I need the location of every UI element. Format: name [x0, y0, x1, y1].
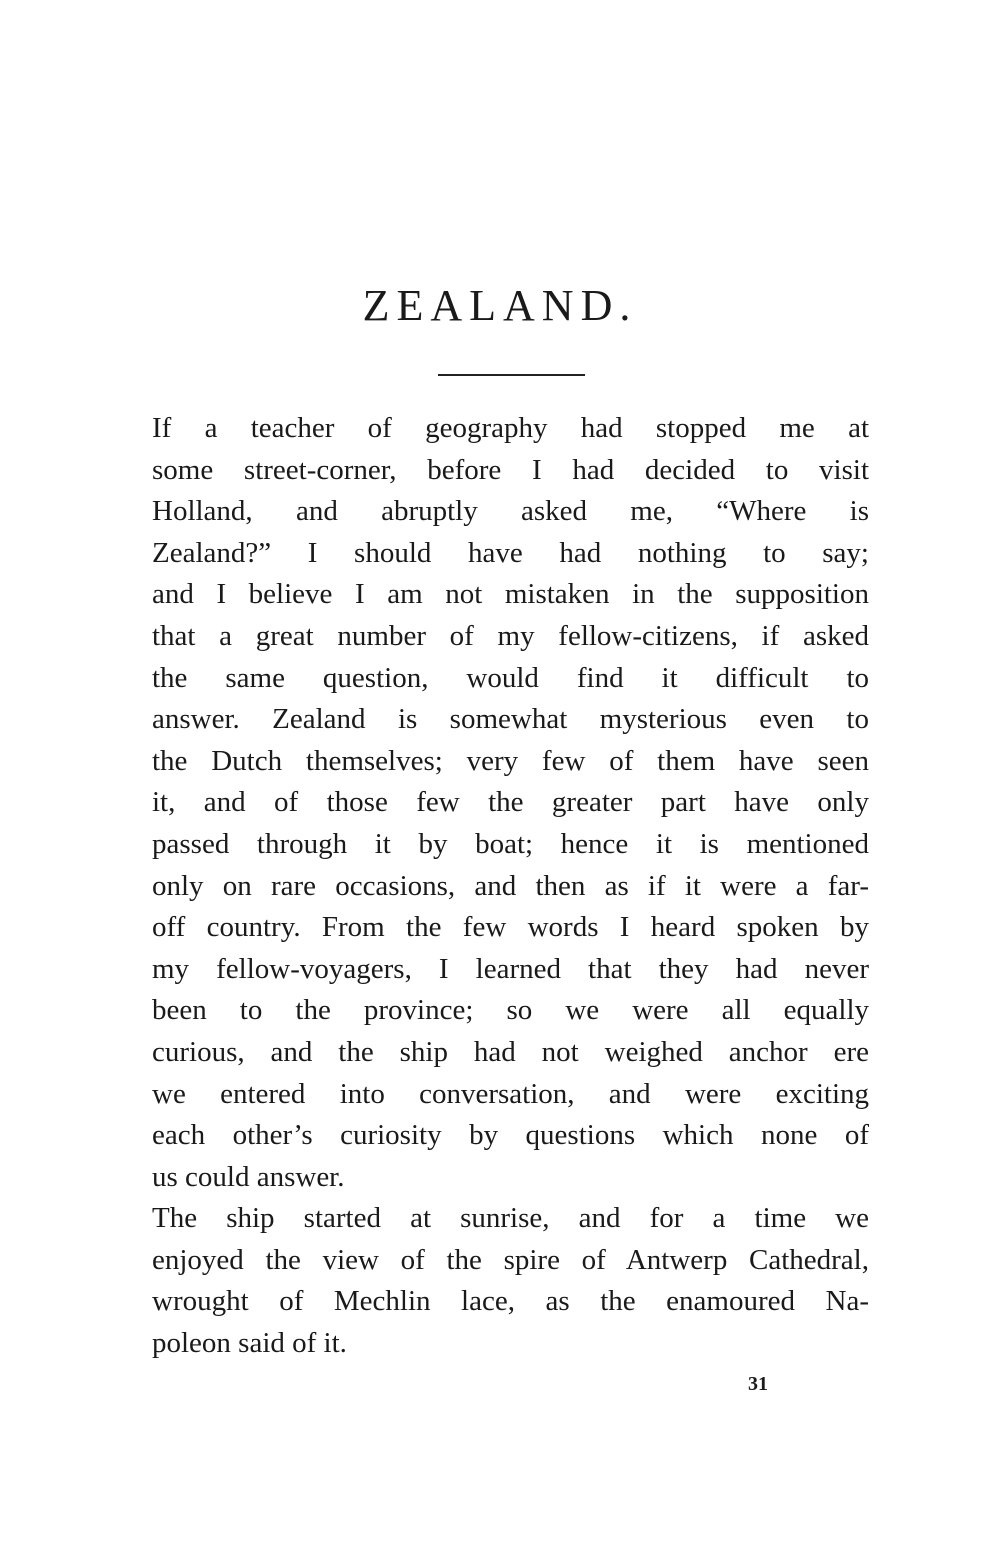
page-number: 31 — [748, 1373, 768, 1395]
text-line: we entered into conversation, and were exciting — [152, 1077, 869, 1110]
text-line: enjoyed the view of the spire of Antwerp Cathedral, — [152, 1243, 869, 1276]
paragraph-1 — [152, 408, 869, 1198]
text-line: wrought of Mechlin lace, as the enamoured Na- — [152, 1285, 869, 1318]
paragraph-2 — [152, 1198, 869, 1364]
text-line: the same question, would find it difficult to — [152, 661, 869, 694]
text-line: that a great number of my fellow-citizens, if asked — [152, 619, 869, 652]
text-line: passed through it by boat; hence it is mentioned — [152, 827, 869, 860]
text-line: each other’s curiosity by questions which none of — [152, 1119, 869, 1152]
text-line: my fellow-voyagers, I learned that they had never — [152, 952, 869, 985]
text-line: off country. From the few words I heard spoken by — [152, 911, 869, 944]
text-line: only on rare occasions, and then as if it were a far- — [152, 869, 869, 902]
text-line: been to the province; so we were all equally — [152, 994, 869, 1027]
text-line: it, and of those few the greater part have only — [152, 786, 869, 819]
text-line: The ship started at sunrise, and for a time we — [152, 1202, 869, 1235]
title-rule-divider — [438, 374, 585, 376]
body-text — [152, 408, 869, 1365]
text-line: us could answer. — [152, 1160, 345, 1193]
text-line: answer. Zealand is somewhat mysterious even to — [152, 703, 869, 736]
chapter-title: ZEALAND. — [362, 281, 638, 330]
text-line: some street-corner, before I had decided to visit — [152, 453, 869, 486]
text-line: curious, and the ship had not weighed anchor ere — [152, 1035, 869, 1068]
text-line: poleon said of it. — [152, 1327, 347, 1360]
text-line: the Dutch themselves; very few of them have seen — [152, 744, 869, 777]
text-line: Holland, and abruptly asked me, “Where is — [152, 495, 869, 528]
text-line: Zealand?” I should have had nothing to say; — [152, 536, 869, 569]
text-line: If a teacher of geography had stopped me at — [152, 412, 869, 444]
text-line: and I believe I am not mistaken in the supposition — [152, 578, 869, 611]
